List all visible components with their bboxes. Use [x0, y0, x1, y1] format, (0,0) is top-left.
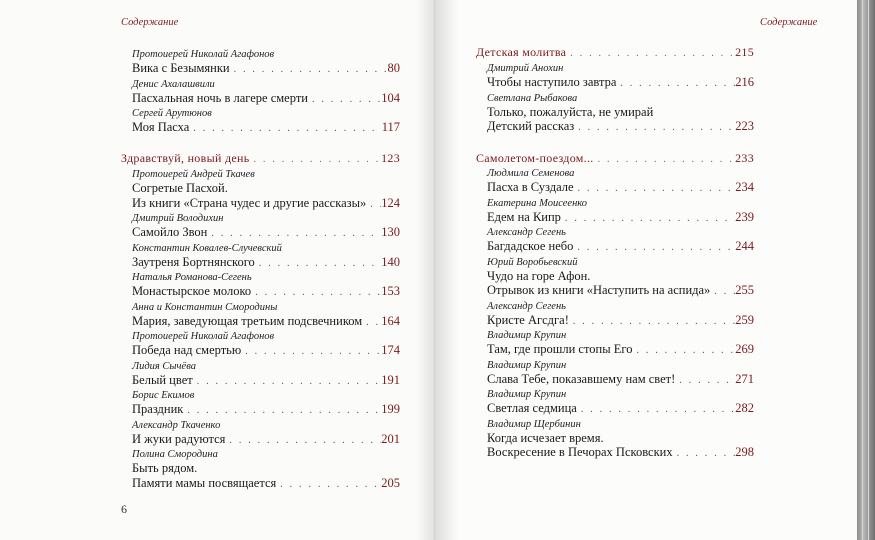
toc-right-entries-2	[487, 165, 754, 460]
entry-page: 234	[735, 180, 754, 194]
entry-title: Моя Пасха	[132, 120, 190, 134]
toc-entry[interactable]	[487, 210, 754, 225]
toc-entry[interactable]	[132, 373, 400, 388]
toc-entry[interactable]	[132, 314, 400, 329]
entry-title: Светлая седмица	[487, 401, 577, 415]
author: Полина Смородина	[132, 449, 218, 460]
entry-page: 130	[381, 225, 400, 239]
entry-title: Заутреня Бортнянского	[132, 254, 255, 269]
entry-page: 80	[387, 61, 400, 75]
author: Константин Ковалев-Случевский	[132, 242, 282, 254]
entry-page: 271	[735, 371, 754, 386]
entry-title: Чтобы наступило завтра	[487, 75, 617, 89]
entry-page: 164	[381, 313, 400, 328]
author: Владимир Крупин	[487, 389, 567, 400]
entry-subtitle: Памяти мамы посвящается	[132, 475, 277, 490]
author: Анна и Константин Смородины	[132, 301, 278, 313]
entry-page: 174	[381, 343, 400, 357]
author: Борис Екимов	[132, 390, 195, 401]
section-title: Детская молитва	[476, 45, 567, 59]
toc-entry[interactable]	[132, 343, 400, 358]
entry-page: 259	[735, 312, 754, 327]
author: Владимир Крупин	[487, 359, 567, 371]
gutter-shadow-right	[436, 0, 458, 540]
entry-page: 223	[735, 119, 754, 133]
running-head-right: Содержание	[760, 17, 818, 28]
toc-entry[interactable]	[132, 255, 400, 270]
entry-title: Вика с Безымянки	[132, 61, 230, 75]
section-page: 123	[381, 151, 400, 165]
entry-page: 201	[381, 431, 400, 446]
toc-left-entries	[132, 166, 400, 490]
entry-title: Кристе Агсдга!	[487, 312, 569, 327]
page-number: 6	[121, 502, 127, 516]
author: Людмила Семенова	[487, 168, 575, 179]
toc-entry[interactable]	[487, 283, 754, 298]
toc-entry[interactable]	[132, 91, 400, 106]
entry-page: 140	[381, 254, 400, 269]
toc-entry[interactable]	[487, 119, 754, 134]
author: Александр Сегень	[487, 227, 566, 238]
author: Денис Ахалашвили	[132, 78, 215, 90]
toc-entry[interactable]	[132, 476, 400, 491]
entry-title: И жуки радуются	[132, 431, 226, 446]
running-head-left: Содержание	[121, 17, 179, 28]
author: Наталья Романова-Сегень	[132, 272, 252, 283]
toc-entry[interactable]	[487, 445, 754, 460]
toc-left-section	[121, 151, 400, 165]
entry-subtitle: Воскресение в Печорах Псковских	[487, 445, 673, 459]
toc-entry[interactable]	[132, 120, 400, 135]
toc-entry[interactable]	[132, 61, 400, 76]
entry-title: Монастырское молоко	[132, 284, 252, 298]
entry-page: 153	[381, 284, 400, 298]
toc-right-entries-1	[487, 60, 754, 134]
toc-entry[interactable]	[487, 313, 754, 328]
section-page: 215	[735, 45, 754, 59]
author: Лидия Сычёва	[132, 360, 196, 372]
entry-page: 216	[735, 75, 754, 89]
author: Сергей Арутюнов	[132, 108, 212, 119]
entry-page: 199	[381, 402, 400, 416]
toc-right-section-1	[476, 45, 754, 59]
toc-entry[interactable]	[487, 75, 754, 90]
section-title: Самолетом-поездом...	[476, 151, 594, 165]
book-cover-edge	[857, 0, 875, 540]
entry-page: 191	[381, 372, 400, 387]
entry-title: Пасха в Суздале	[487, 180, 574, 194]
entry-title: Багдадское небо	[487, 239, 574, 253]
toc-entry[interactable]	[487, 372, 754, 387]
gutter-shadow-left	[416, 0, 434, 540]
entry-title: Там, где прошли стопы Его	[487, 342, 633, 356]
toc-entry[interactable]	[487, 342, 754, 357]
entry-title: Самойло Звон	[132, 225, 208, 239]
author: Владимир Щербинин	[487, 418, 581, 430]
toc-entry[interactable]	[132, 284, 400, 299]
entry-title: Белый цвет	[132, 372, 193, 387]
toc-entry[interactable]	[132, 225, 400, 240]
entry-title: Праздник	[132, 402, 184, 416]
author: Дмитрий Володихин	[132, 213, 224, 224]
entry-subtitle: Детский рассказ	[487, 119, 575, 133]
entry-page: 117	[381, 120, 400, 134]
toc-entry[interactable]	[132, 402, 400, 417]
entry-title: Согретые Пасхой.	[132, 181, 228, 195]
entry-title: Только, пожалуйста, не умирай	[487, 104, 654, 119]
entry-page: 244	[735, 239, 754, 253]
section-heading[interactable]	[476, 151, 754, 165]
author: Александр Сегень	[487, 300, 566, 312]
entry-title: Мария, заведующая третьим подсвечником	[132, 313, 363, 328]
section-page: 233	[735, 151, 754, 165]
author: Александр Ткаченко	[132, 419, 221, 431]
entry-page: 205	[381, 475, 400, 490]
section-heading[interactable]	[121, 151, 400, 165]
entry-title: Победа над смертью	[132, 343, 242, 357]
entry-title: Чудо на горе Афон.	[487, 268, 591, 283]
section-title: Здравствуй, новый день	[121, 151, 250, 165]
toc-entry[interactable]	[132, 196, 400, 211]
entry-title: Едем на Кипр	[487, 209, 561, 224]
entry-subtitle: Из книги «Страна чудес и другие рассказы»	[132, 195, 367, 210]
toc-entry[interactable]	[487, 401, 754, 416]
toc-left	[132, 46, 400, 149]
author: Юрий Воробьевский	[487, 256, 578, 268]
author: Владимир Крупин	[487, 330, 567, 341]
entry-title: Когда исчезает время.	[487, 430, 604, 445]
author: Екатерина Моисеенко	[487, 197, 588, 209]
entry-page: 124	[381, 195, 400, 210]
entry-title: Слава Тебе, показавшему нам свет!	[487, 371, 676, 386]
entry-title: Пасхальная ночь в лагере смерти	[132, 90, 308, 105]
entry-page: 298	[735, 445, 754, 459]
entry-page: 239	[735, 209, 754, 224]
section-heading[interactable]	[476, 45, 754, 59]
author: Протоиерей Андрей Ткачев	[132, 169, 255, 180]
entry-page: 269	[735, 342, 754, 356]
author: Протоиерей Николай Агафонов	[132, 49, 275, 60]
entry-page: 282	[735, 401, 754, 415]
entry-page: 255	[735, 283, 754, 297]
entry-page: 104	[381, 90, 400, 105]
author: Протоиерей Николай Агафонов	[132, 331, 275, 342]
author: Дмитрий Анохин	[487, 63, 564, 74]
entry-subtitle: Отрывок из книги «Наступить на аспида»	[487, 283, 711, 297]
author: Светлана Рыбакова	[487, 92, 578, 104]
toc-entry[interactable]	[132, 432, 400, 447]
entry-title: Быть рядом.	[132, 461, 198, 475]
toc-right-section-2	[476, 151, 754, 165]
toc-entry[interactable]	[487, 180, 754, 195]
toc-entry[interactable]	[487, 239, 754, 254]
